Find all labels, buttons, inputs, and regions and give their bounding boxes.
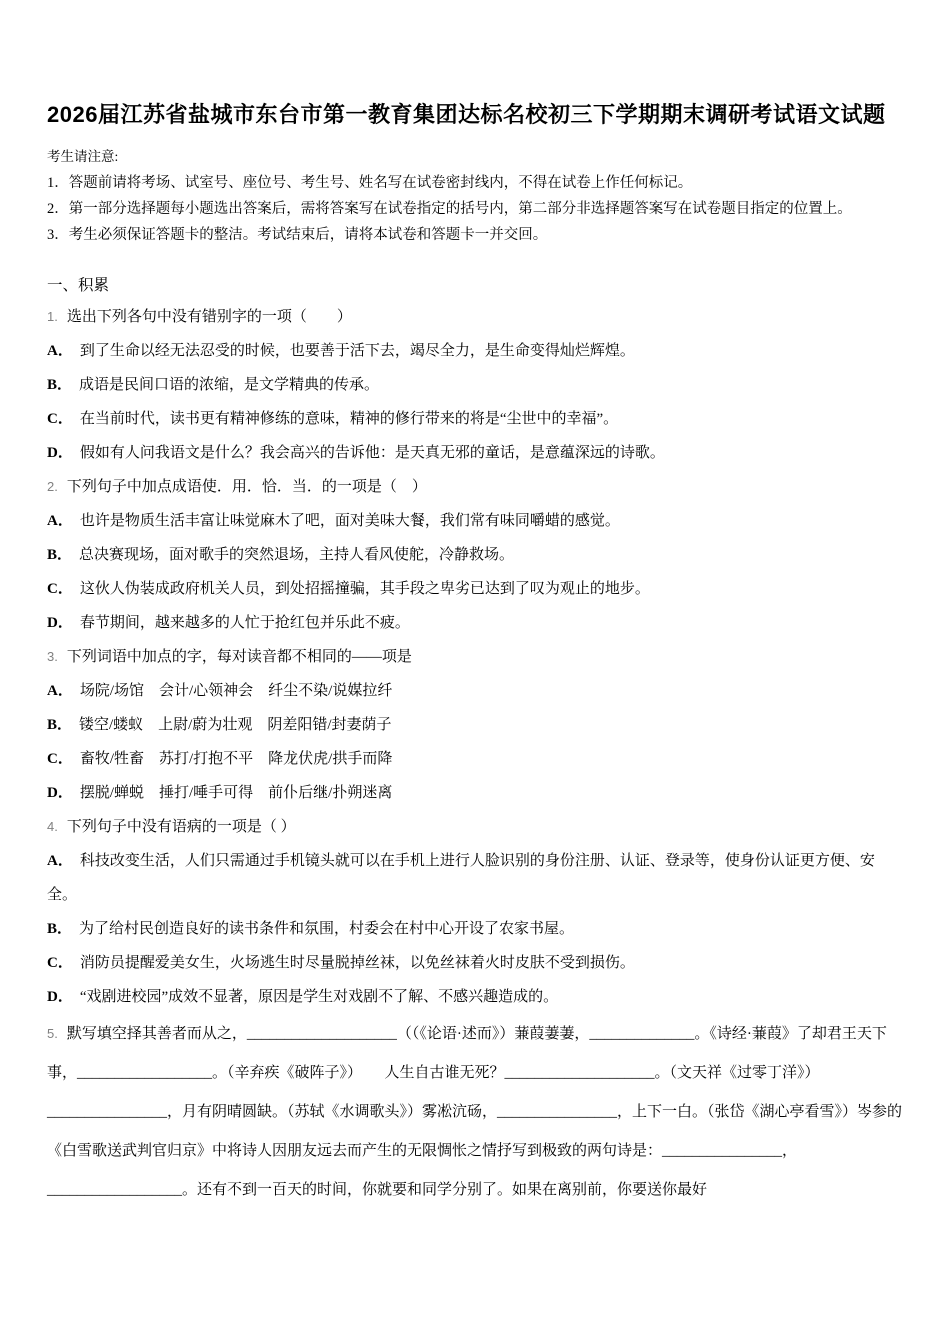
option-label: C． — [47, 411, 73, 427]
option-label: D． — [47, 615, 73, 631]
question-stem: 下列词语中加点的字，每对读音都不相同的——项是 — [66, 649, 412, 665]
option-label: B． — [47, 377, 73, 393]
option-text: 成语是民间口语的浓缩，是文学精典的传承。 — [79, 377, 380, 393]
question-stem-line — [47, 1014, 903, 1210]
question-stem: 下列句子中加点成语使．用．恰．当．的一项是（ ） — [66, 479, 427, 495]
option-label: C． — [47, 751, 73, 767]
question-3 — [47, 640, 903, 810]
question-stem: 默写填空择其善者而从之，____________________（（《论语·述而》）蒹葭萋萋，______________。《诗经·蒹葭》了却君王天下事，__________________。（辛弃疾《破阵子》） 人生自古谁无死？____________________。（文天祥《过零丁洋》）________________，月有阴晴圆缺。（苏轼《水调歌头》）雾凇沆砀，________________，上下一白。（张岱《湖心亭看雪》）岑参的《白雪歌送武判官归京》中将诗人因朋友远去而产生的无限惆怅之情抒写到极致的两句诗是：________________，__________________。还有不到一百天的时间，你就要和同学分别了。如果在离别前，你要送你最好 — [47, 1026, 903, 1198]
option-label: A． — [47, 683, 73, 699]
option-text: 到了生命以经无法忍受的时候，也要善于活下去，竭尽全力，是生命变得灿烂辉煌。 — [79, 343, 635, 359]
option-label: A． — [47, 513, 73, 529]
question-number: 1. — [47, 309, 58, 324]
option-row — [47, 674, 903, 708]
option-row — [47, 436, 903, 470]
option-text: 假如有人问我语文是什么？我会高兴的告诉他：是天真无邪的童话，是意蕴深远的诗歌。 — [79, 445, 665, 461]
option-text: 在当前时代，读书更有精神修练的意味，精神的修行带来的将是“尘世中的幸福”。 — [79, 411, 619, 427]
notice-item-1: 1．答题前请将考场、试室号、座位号、考生号、姓名写在试卷密封线内，不得在试卷上作任何标记。 — [47, 175, 693, 191]
option-text: 摆脱/蝉蜕 捶打/唾手可得 前仆后继/扑朔迷离 — [79, 785, 393, 801]
option-row — [47, 946, 903, 980]
option-row — [47, 538, 903, 572]
question-2 — [47, 470, 903, 640]
option-row — [47, 912, 903, 946]
option-row — [47, 334, 903, 368]
option-label: D． — [47, 785, 73, 801]
question-stem-line — [47, 810, 903, 844]
option-label: D． — [47, 445, 73, 461]
option-row — [47, 844, 903, 912]
option-text: 消防员提醒爱美女生，火场逃生时尽量脱掉丝袜，以免丝袜着火时皮肤不受到损伤。 — [79, 955, 635, 971]
question-4 — [47, 810, 903, 1014]
page-title: 2026届江苏省盐城市东台市第一教育集团达标名校初三下学期期末调研考试语文试题 — [47, 102, 886, 127]
question-number: 5. — [47, 1026, 58, 1041]
option-text: “戏剧进校园”成效不显著，原因是学生对戏剧不了解、不感兴趣造成的。 — [79, 989, 559, 1005]
option-text: 春节期间，越来越多的人忙于抢红包并乐此不疲。 — [79, 615, 410, 631]
option-label: B． — [47, 717, 73, 733]
question-1 — [47, 300, 903, 470]
option-text: 总决赛现场，面对歌手的突然退场，主持人看风使舵，冷静救场。 — [79, 547, 515, 563]
question-stem-line — [47, 640, 903, 674]
option-label: A． — [47, 343, 73, 359]
section-heading: 一、积累 — [47, 277, 110, 294]
option-label: C． — [47, 955, 73, 971]
option-text: 这伙人伪装成政府机关人员，到处招摇撞骗，其手段之卑劣已达到了叹为观止的地步。 — [79, 581, 650, 597]
question-stem: 选出下列各句中没有错别字的一项（ ） — [66, 309, 352, 325]
notice-heading: 考生请注意: — [47, 149, 119, 164]
option-label: A． — [47, 853, 73, 869]
option-text: 也许是物质生活丰富让味觉麻木了吧，面对美味大餐，我们常有味同嚼蜡的感觉。 — [79, 513, 620, 529]
question-number: 2. — [47, 479, 58, 494]
option-text: 为了给村民创造良好的读书条件和氛围，村委会在村中心开设了农家书屋。 — [79, 921, 575, 937]
question-number: 3. — [47, 649, 58, 664]
option-row — [47, 504, 903, 538]
option-text: 镂空/蝼蚁 上尉/蔚为壮观 阴差阳错/封妻荫子 — [79, 717, 392, 733]
option-row — [47, 776, 903, 810]
option-label: C． — [47, 581, 73, 597]
option-label: B． — [47, 921, 73, 937]
option-row — [47, 708, 903, 742]
option-text: 畜牧/牲畜 苏打/打抱不平 降龙伏虎/拱手而降 — [79, 751, 393, 767]
notice-section — [47, 144, 903, 248]
question-number: 4. — [47, 819, 58, 834]
option-row — [47, 572, 903, 606]
option-row — [47, 402, 903, 436]
option-text: 场院/场馆 会计/心领神会 纤尘不染/说媒拉纤 — [79, 683, 393, 699]
option-row — [47, 368, 903, 402]
option-row — [47, 980, 903, 1014]
question-stem-line — [47, 470, 903, 504]
question-stem-line — [47, 300, 903, 334]
option-label: D． — [47, 989, 73, 1005]
question-stem: 下列句子中没有语病的一项是（ ） — [66, 819, 296, 835]
option-row — [47, 742, 903, 776]
notice-item-2: 2．第一部分选择题每小题选出答案后，需将答案写在试卷指定的括号内，第二部分非选择题答案写在试卷题目指定的位置上。 — [47, 201, 852, 217]
option-label: B． — [47, 547, 73, 563]
option-text: 科技改变生活，人们只需通过手机镜头就可以在手机上进行人脸识别的身份注册、认证、登录等，使身份认证更方便、安全。 — [47, 853, 875, 903]
notice-item-3: 3．考生必须保证答题卡的整洁。考试结束后，请将本试卷和答题卡一并交回。 — [47, 227, 548, 243]
option-row — [47, 606, 903, 640]
question-5 — [47, 1014, 903, 1210]
